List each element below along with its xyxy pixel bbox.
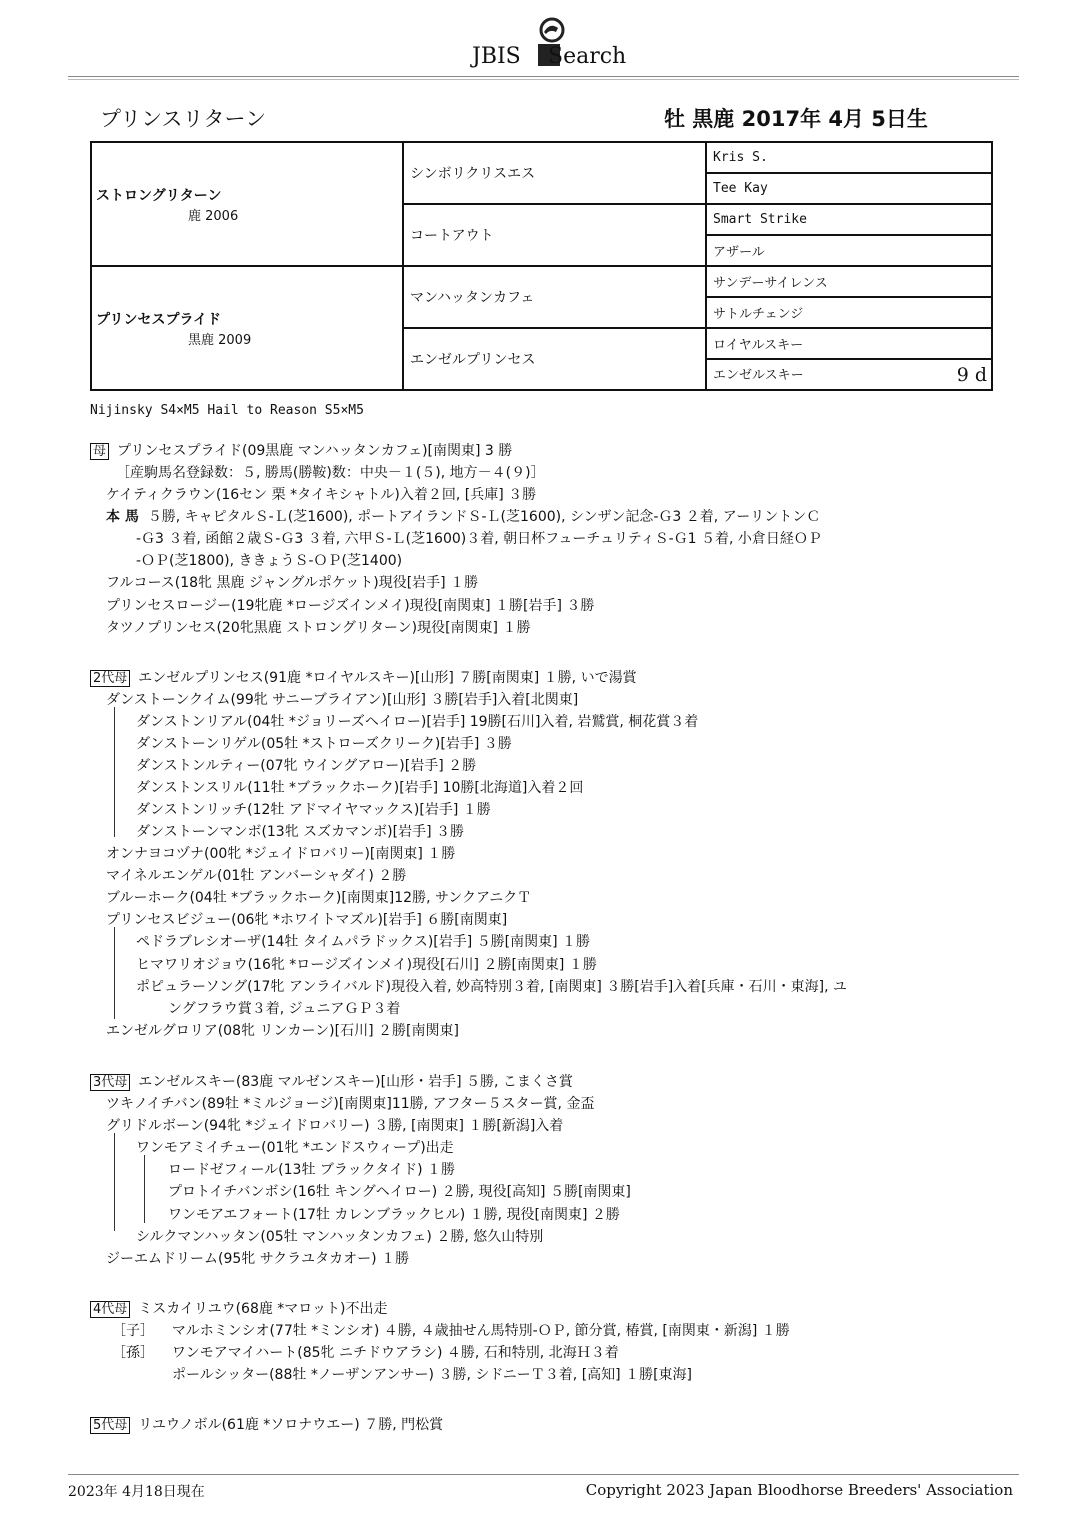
g3-line-3: ワンモアミイチュー(01牝 *エンドスウィープ)出走 (136, 1140, 454, 1156)
dosage-label: 9 d (956, 363, 987, 386)
logo-text-search: Search (548, 44, 627, 69)
g4-child-line (112, 1320, 790, 1340)
g3-line-8: ジーエムドリーム(95牝 サクラユタカオー) １勝 (106, 1251, 410, 1267)
copyright: Copyright 2023 Japan Bloodhorse Breeders' Association (585, 1481, 1013, 1499)
g2-line-10: ブルーホーク(04牡 *ブラックホーク)[南関東]12勝, サンクアニクＴ (106, 890, 532, 906)
g4-grandchild-text: ワンモアマイハート(85牝 ニチドウアラシ) ４勝, 石和特別, 北海Ｈ３着 (171, 1345, 619, 1361)
dam-line (90, 440, 512, 460)
header-rule (68, 76, 1019, 77)
self-record-1: ５勝, キャピタルＳ-Ｌ(芝1600), ポートアイランドＳ-Ｌ(芝1600), シンザン記念-Ｇ3 ２着, アーリントンＣ (147, 509, 821, 525)
dam-name[interactable]: プリンセスプライド (96, 311, 222, 328)
ancestor-g3-6[interactable]: サトルチェンジ (706, 297, 992, 328)
ancestor-g3-2[interactable]: Tee Kay (706, 173, 992, 204)
dam-offspring-stats: ［産駒馬名登録数：５, 勝馬(勝鞍)数：中央－１(５), 地方－４(９)］ (116, 465, 545, 481)
dam-cell (91, 266, 403, 390)
dam-sire[interactable]: マンハッタンカフェ (403, 266, 706, 328)
g4-grandchild-tag: ［孫］ (112, 1345, 154, 1361)
as-of-date: 2023年 4月18日現在 (68, 1484, 205, 1500)
g2-line-6: ダンストンリッチ(12牡 アドマイヤマックス)[岩手] １勝 (136, 802, 491, 818)
fifth-dam-line (90, 1414, 443, 1434)
branch-line (114, 707, 115, 837)
fourth-dam-label-box: 4代母 (90, 1301, 130, 1318)
branch-line (114, 1133, 115, 1231)
sire-sire[interactable]: シンボリクリスエス (403, 142, 706, 204)
g3-line-4: ロードゼフィール(13牡 ブラックタイド) １勝 (168, 1162, 455, 1178)
g3-line-7: シルクマンハッタン(05牡 マンハッタンカフェ) ２勝, 悠久山特別 (136, 1229, 544, 1245)
sire-name[interactable]: ストロングリターン (96, 187, 222, 204)
g2-line-5: ダンストンスリル(11牡 *ブラックホーク)[岩手] 10勝[北海道]入着２回 (136, 780, 584, 796)
fourth-dam-line (90, 1298, 388, 1318)
g2-line-8: オンナヨコヅナ(00牝 *ジェイドロバリー)[南関東] １勝 (106, 846, 456, 862)
g3-line-1: ツキノイチバン(89牡 *ミルジョージ)[南関東]11勝, アフター５スター賞, 金盃 (106, 1096, 595, 1112)
g2-line-3: ダンストーンリゲル(05牡 *ストローズクリーク)[岩手] ３勝 (136, 736, 512, 752)
footer-rule (68, 1474, 1019, 1475)
ancestor-g3-8-name: エンゼルスキー (713, 367, 804, 383)
g4-child-text: マルホミンシオ(77牡 *ミンシオ) ４勝, ４歳抽せん馬特別-ＯＰ, 節分賞, 椿賞, [南関東・新潟] １勝 (171, 1323, 790, 1339)
g3-line-6: ワンモアエフォート(17牡 カレンブラックヒル) １勝, 現役[南関東] ２勝 (168, 1207, 620, 1223)
inbreeding-crosses: Nijinsky S4×M5 Hail to Reason S5×M5 (90, 403, 364, 418)
g4-child-tag: ［子］ (112, 1323, 154, 1339)
g4-grandchild-2: ポールシッター(88牡 *ノーザンアンサー) ３勝, シドニーＴ３着, [高知] １勝[東海] (172, 1367, 693, 1383)
fourth-dam-summary: ミスカイリユウ(68鹿 *マロット)不出走 (138, 1301, 388, 1317)
third-dam-label-box: 3代母 (90, 1074, 130, 1091)
sibling-1: ケイティクラウン(16セン 栗 *タイキシャトル)入着２回, [兵庫] ３勝 (106, 487, 537, 503)
sire-cell (91, 142, 403, 266)
self-record-3: -ＯＰ(芝1800), ききょうＳ-ＯＰ(芝1400) (136, 553, 403, 569)
dam-color-year: 黒鹿 2009 (188, 332, 252, 348)
self-record-line (106, 506, 820, 526)
g2-line-11: プリンセスビジュー(06牝 *ホワイトマズル)[岩手] ６勝[南関東] (106, 912, 508, 928)
self-record-2: -Ｇ3 ３着, 函館２歳Ｓ-Ｇ3 ３着, 六甲Ｓ-Ｌ(芝1600)３着, 朝日杯フューチュリティＳ-Ｇ1 ５着, 小倉日経ＯＰ (136, 531, 822, 547)
g3-line-5: プロトイチバンボシ(16牡 キングヘイロー) ２勝, 現役[高知] ５勝[南関東] (168, 1184, 631, 1200)
g2-line-4: ダンストンルティー(07牝 ウイングアロー)[岩手] ２勝 (136, 758, 477, 774)
horse-info: 牡 黒鹿 2017年 4月 5日生 (664, 107, 928, 131)
sibling-3: プリンセスロージー(19牝鹿 *ロージズインメイ)現役[南関東] １勝[岩手] ３勝 (106, 598, 595, 614)
dam-summary: プリンセスプライド(09黒鹿 マンハッタンカフェ)[南関東] 3 勝 (117, 443, 513, 459)
third-dam-line (90, 1071, 573, 1091)
sibling-4: タツノプリンセス(20牝黒鹿 ストロングリターン)現役[南関東] １勝 (106, 620, 531, 636)
ancestor-g3-7[interactable]: ロイヤルスキー (706, 328, 992, 359)
second-dam-summary: エンゼルプリンセス(91鹿 *ロイヤルスキー)[山形] ７勝[南関東] １勝, いで湯賞 (138, 670, 637, 686)
fifth-dam-label-box: 5代母 (90, 1417, 130, 1434)
sibling-2: フルコース(18牝 黒鹿 ジャングルポケット)現役[岩手] １勝 (106, 575, 479, 591)
jbis-search-logo[interactable] (468, 16, 638, 72)
sire-color-year: 鹿 2006 (188, 208, 239, 224)
g4-grandchild-line (112, 1342, 619, 1362)
dam-dam[interactable]: エンゼルプリンセス (403, 328, 706, 390)
logo-text-jbis: JBIS (472, 44, 521, 69)
second-dam-line (90, 667, 637, 687)
g2-line-2: ダンストンリアル(04牡 *ジョリーズヘイロー)[岩手] 19勝[石川]入着, 岩鷲賞, 桐花賞３着 (136, 714, 699, 730)
g2-line-9: マイネルエンゲル(01牡 アンバーシャダイ) ２勝 (106, 868, 407, 884)
g2-line-13: ヒマワリオジョウ(16牝 *ロージズインメイ)現役[石川] ２勝[南関東] １勝 (136, 957, 597, 973)
g2-line-7: ダンストーンマンボ(13牝 スズカマンボ)[岩手] ３勝 (136, 824, 465, 840)
second-dam-label-box: 2代母 (90, 670, 130, 687)
ancestor-g3-5[interactable]: サンデーサイレンス (706, 266, 992, 297)
ancestor-g3-8[interactable] (706, 359, 992, 390)
sire-dam[interactable]: コートアウト (403, 204, 706, 266)
ancestor-g3-4[interactable]: アザール (706, 235, 992, 266)
g2-line-12: ペドラブレシオーザ(14牡 タイムパラドックス)[岩手] ５勝[南関東] １勝 (136, 934, 591, 950)
branch-line (144, 1155, 145, 1223)
g2-line-14: ポピュラーソング(17牝 アンライバルド)現役入着, 妙高特別３着, [南関東] ３勝[岩手]入着[兵庫・石川・東海], ユ (136, 979, 848, 995)
pedigree-table (90, 141, 993, 391)
g2-line-16: エンゼルグロリア(08牝 リンカーン)[石川] ２勝[南関東] (106, 1023, 459, 1039)
g3-line-2: グリドルボーン(94牝 *ジェイドロバリー) ３勝, [南関東] １勝[新潟]入着 (106, 1118, 564, 1134)
dam-label-box: 母 (90, 443, 109, 460)
g2-line-1: ダンストーンクイム(99牝 サニーブライアン)[山形] ３勝[岩手]入着[北関東] (106, 692, 579, 708)
horse-name: プリンスリターン (100, 107, 267, 131)
header-rule-secondary (68, 79, 1019, 80)
fifth-dam-summary: リユウノボル(61鹿 *ソロナウエー) ７勝, 門松賞 (138, 1417, 444, 1433)
self-label: 本 馬 (106, 509, 139, 525)
ancestor-g3-1[interactable]: Kris S. (706, 142, 992, 173)
third-dam-summary: エンゼルスキー(83鹿 マルゼンスキー)[山形・岩手] ５勝, こまくさ賞 (138, 1074, 573, 1090)
branch-line (114, 927, 115, 1019)
ancestor-g3-3[interactable]: Smart Strike (706, 204, 992, 235)
g2-line-15: ングフラウ賞３着, ジュニアＧＰ３着 (168, 1001, 401, 1017)
